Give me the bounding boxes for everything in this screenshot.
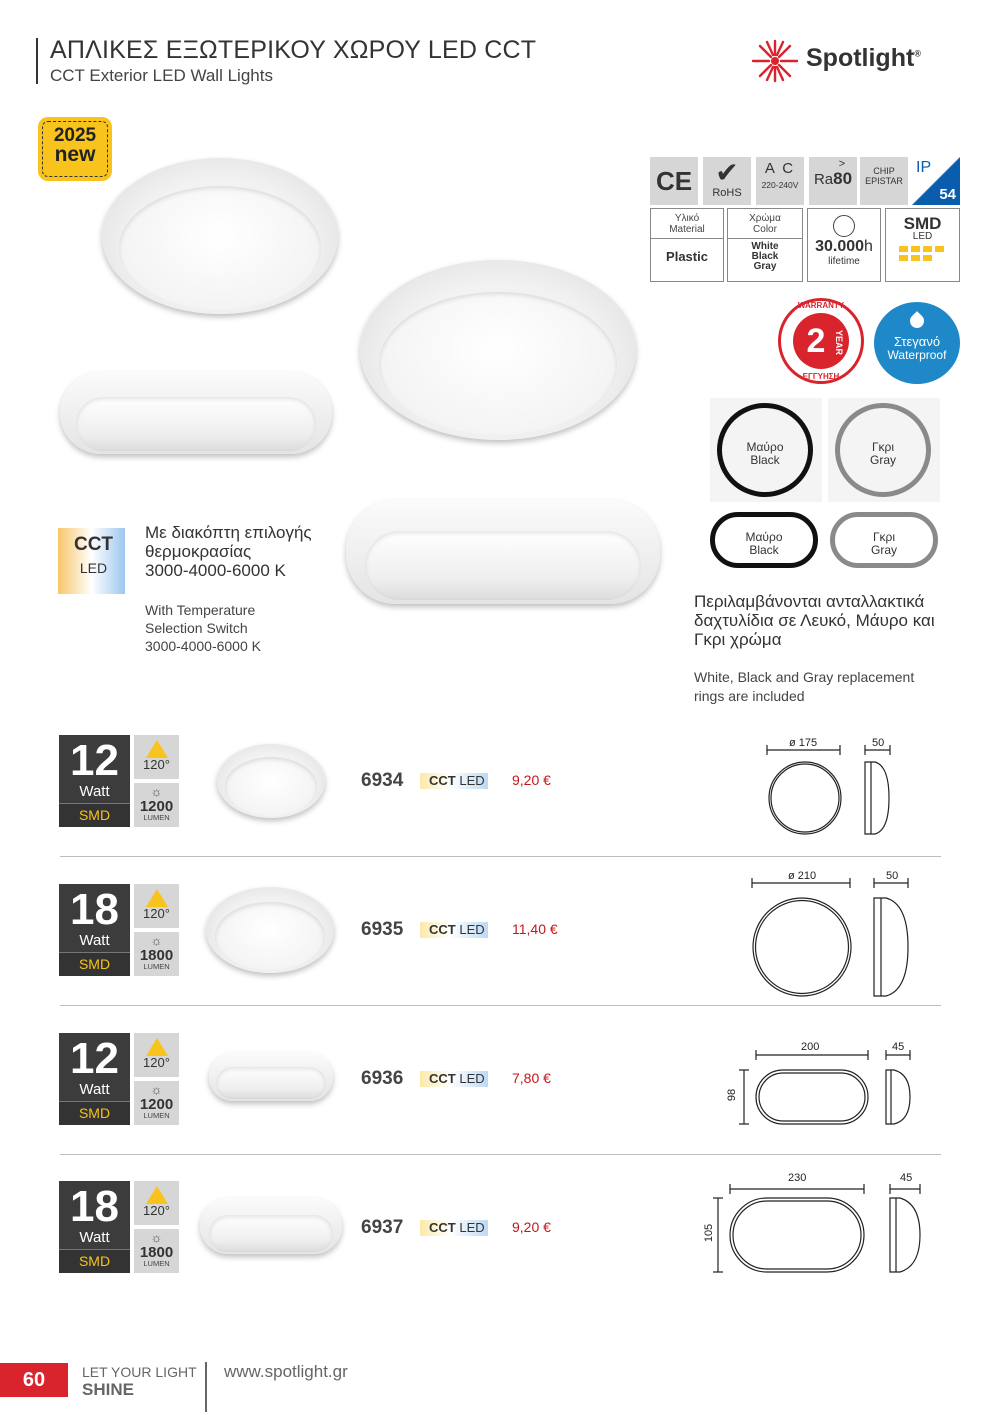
badge-label: new [54, 143, 96, 166]
product-code: 6935 [361, 919, 404, 940]
smd-sub: LED [912, 231, 933, 242]
product-code: 6937 [361, 1217, 404, 1238]
ac-label: A C [764, 160, 796, 177]
warranty-2-year-badge [778, 298, 864, 384]
waterproof-gr: Στεγανό [893, 334, 941, 349]
smd-led-box [885, 208, 960, 282]
dimension-depth: 50 [886, 870, 899, 882]
product-6936-image [209, 1053, 333, 1101]
badge-year: 2025 [53, 125, 97, 146]
product-6936-watt-badge: 12 Watt SMD [59, 1033, 130, 1125]
rohs-icon [703, 157, 751, 205]
cct-led-tag: CCT LED [420, 1071, 488, 1087]
ring-round-gray: Γκρι Gray [835, 403, 931, 497]
beam-angle-box: 120° [134, 1033, 179, 1077]
product-6935-dimension-drawing [748, 868, 918, 1000]
dimension-height: 98 [726, 1088, 739, 1102]
lifetime-hours: 30.000 [815, 238, 865, 255]
cct-description-gr: Με διακόπτη επιλογής θερμοκρασίας 3000-4000-6000 K [145, 523, 312, 580]
dimension-length: 200 [801, 1041, 820, 1053]
ring-round-black: Μαύρο Black [717, 403, 813, 497]
ce-mark-icon [650, 157, 698, 205]
row-divider [60, 1005, 941, 1006]
cri-ra-icon [809, 157, 857, 205]
lumen-box: ☼ 1200 LUMEN [134, 783, 179, 827]
product-6937-watt-badge: 18 Watt SMD [59, 1181, 130, 1273]
dimension-depth: 45 [900, 1172, 913, 1184]
page-number: 60 [0, 1363, 68, 1397]
hero-lamp-oval-small [60, 372, 332, 454]
cct-led-badge [58, 528, 125, 594]
hero-lamp-oval-large [346, 500, 660, 604]
header-divider [36, 38, 38, 84]
checkmark-icon: ✔ [715, 157, 739, 188]
cct-led-tag: CCT LED [420, 1220, 488, 1236]
product-6937-image [200, 1198, 342, 1254]
footer-tagline-2: SHINE [82, 1380, 134, 1399]
product-code: 6934 [361, 770, 404, 791]
chip-epistar-icon [860, 157, 908, 205]
lumen-icon: ☼ [150, 933, 163, 948]
dimension-depth: 50 [872, 737, 885, 749]
cct-led-tag: CCT LED [420, 922, 488, 938]
cct-badge-top: CCT [73, 534, 114, 555]
warranty-top-label: WARRANTY [797, 301, 845, 310]
hero-lamp-round-small [102, 158, 338, 314]
cct-description-en: With Temperature Selection Switch 3000-4000-6000 K [145, 602, 261, 654]
beam-angle-icon [146, 1038, 168, 1056]
rohs-label: RoHS [712, 187, 742, 199]
brand-registered-mark: ® [914, 48, 921, 59]
voltage-label: 220-240V [761, 180, 799, 190]
product-6935-image [206, 887, 334, 973]
lumen-box: ☼ 1200 LUMEN [134, 1081, 179, 1125]
material-value: Plastic [666, 249, 708, 264]
product-6934-watt-badge: 12 Watt SMD [59, 735, 130, 827]
smd-title: SMD [903, 214, 942, 233]
ra-greater-symbol: > [838, 158, 846, 170]
product-6936-dimension-drawing [734, 1040, 920, 1130]
ring-oval-gray: Γκρι Gray [830, 512, 938, 568]
product-6934-dimension-drawing [755, 736, 895, 836]
color-head-gr: Χρώμα [749, 213, 781, 224]
page-subtitle: CCT Exterior LED Wall Lights [50, 66, 273, 85]
spotlight-logo-icon [750, 38, 800, 84]
color-value-black: Black [751, 251, 779, 262]
lumen-icon: ☼ [150, 784, 163, 799]
lumen-icon: ☼ [150, 1082, 163, 1097]
material-head-gr: Υλικό [674, 213, 700, 224]
product-6935-watt-badge: 18 Watt SMD [59, 884, 130, 976]
dimension-height: 105 [703, 1223, 716, 1243]
ac-voltage-icon [756, 157, 804, 205]
waterproof-badge [874, 302, 960, 384]
warranty-bottom-label: ΕΓΓΥΗΣΗ [802, 372, 840, 381]
warranty-year-label: YEAR [834, 330, 844, 356]
rings-description-gr: Περιλαμβάνονται ανταλλακτικά δαχτυλίδια σε Λευκό, Μάυρο και Γκρι χρώμα [694, 592, 935, 649]
hero-lamp-round-large [360, 260, 636, 440]
color-value-gray: Gray [753, 261, 777, 272]
lumen-box: ☼ 1800 LUMEN [134, 932, 179, 976]
ip54-icon [912, 157, 960, 205]
product-price: 9,20 € [512, 1219, 551, 1235]
beam-angle-box: 120° [134, 884, 179, 928]
dimension-length: 230 [788, 1172, 807, 1184]
beam-angle-icon [146, 889, 168, 907]
chip-label: CHIP [873, 166, 895, 176]
dimension-diameter: ø 210 [788, 870, 817, 882]
product-price: 9,20 € [512, 772, 551, 788]
ce-label: CE [655, 166, 693, 196]
material-head-en: Material [669, 224, 705, 235]
beam-angle-box: 120° [134, 735, 179, 779]
beam-angle-icon [146, 740, 168, 758]
ra-prefix: Ra [813, 171, 834, 188]
footer-divider [205, 1362, 207, 1412]
led-chips-icon [899, 246, 947, 261]
color-value-white: White [751, 241, 779, 252]
lifetime-unit: h [864, 238, 873, 255]
lifetime-label: lifetime [828, 256, 860, 267]
footer-website-link[interactable]: www.spotlight.gr [224, 1362, 348, 1381]
cct-led-tag: CCT LED [420, 773, 488, 789]
page-title: ΑΠΛΙΚΕΣ ΕΞΩΤΕΡΙΚΟΥ ΧΩΡΟΥ LED CCT [50, 36, 537, 64]
new-2025-badge [38, 117, 112, 181]
row-divider [60, 1154, 941, 1155]
lifetime-box [807, 208, 881, 282]
product-6937-dimension-drawing [710, 1180, 930, 1280]
product-code: 6936 [361, 1068, 404, 1089]
ip-label: IP [916, 159, 932, 176]
brand-name: Spotlight [806, 44, 915, 72]
ring-oval-black: Μαύρο Black [710, 512, 818, 568]
product-price: 7,80 € [512, 1070, 551, 1086]
lumen-icon: ☼ [150, 1230, 163, 1245]
color-box [727, 208, 803, 282]
lumen-box: ☼ 1800 LUMEN [134, 1229, 179, 1273]
ra-value: 80 [833, 169, 853, 188]
ip-value: 54 [939, 186, 956, 203]
product-6934-image [217, 744, 325, 818]
cct-badge-bottom: LED [79, 560, 108, 576]
rings-description-en: White, Black and Gray replacement rings are included [694, 669, 915, 704]
footer-tagline-1: LET YOUR LIGHT [82, 1364, 197, 1380]
material-box [650, 208, 724, 282]
color-head-en: Color [753, 224, 777, 235]
brand-logo [806, 44, 921, 73]
dimension-depth: 45 [892, 1041, 905, 1053]
clock-icon [833, 215, 855, 237]
beam-angle-icon [146, 1186, 168, 1204]
row-divider [60, 856, 941, 857]
product-price: 11,40 € [512, 921, 558, 937]
dimension-diameter: ø 175 [789, 737, 818, 749]
waterproof-en: Waterproof [887, 348, 947, 362]
chip-brand: EPISTAR [865, 176, 903, 186]
warranty-years: 2 [806, 322, 826, 360]
beam-angle-box: 120° [134, 1181, 179, 1225]
